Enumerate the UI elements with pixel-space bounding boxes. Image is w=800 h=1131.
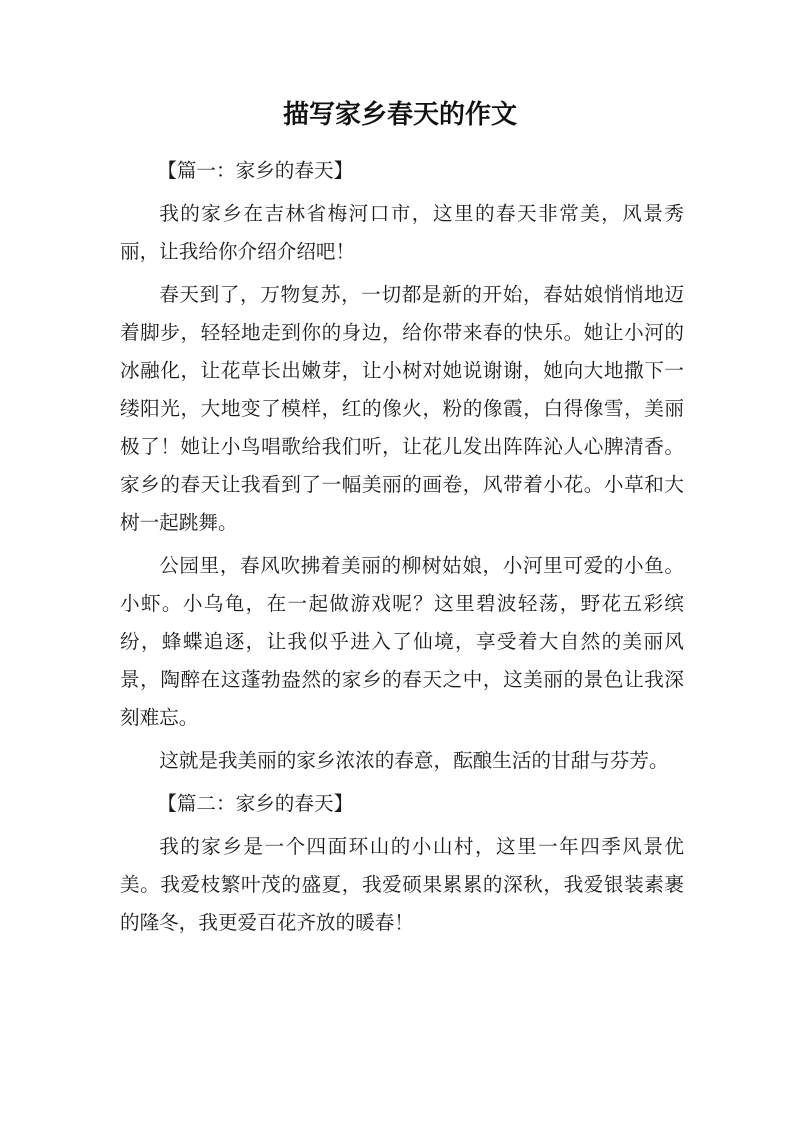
document-body [120, 152, 684, 947]
section-heading-2: 【篇二：家乡的春天】 [157, 792, 354, 815]
paragraph: 公园里，春风吹拂着美丽的柳树姑娘，小河里可爱的小鱼。小虾。小乌龟，在一起做游戏呢？这里碧波轻荡，野花五彩缤纷，蜂蝶追逐，让我似乎进入了仙境，享受着大自然的美丽风景，陶醉在这蓬勃盎然的家乡的春天之中，这美丽的景色让我深刻难忘。 [120, 554, 684, 729]
section-heading-1: 【篇一：家乡的春天】 [157, 159, 354, 182]
paragraph: 我的家乡是一个四面环山的小山村，这里一年四季风景优美。我爱枝繁叶茂的盛夏，我爱硕果累累的深秋，我爱银装素裹的隆冬，我更爱百花齐放的暖春！ [120, 835, 684, 934]
paragraph: 春天到了，万物复苏，一切都是新的开始，春姑娘悄悄地迈着脚步，轻轻地走到你的身边，给你带来春的快乐。她让小河的冰融化，让花草长出嫩芽，让小树对她说谢谢，她向大地撒下一缕阳光，大地变了模样，红的像火，粉的像霞，白得像雪，美丽极了！她让小鸟唱歌给我们听，让花儿发出阵阵沁人心脾清香。家乡的春天让我看到了一幅美丽的画卷，风带着小花。小草和大树一起跳舞。 [120, 283, 684, 534]
paragraph: 这就是我美丽的家乡浓浓的春意，酝酿生活的甘甜与芬芳。 [159, 749, 669, 772]
paragraph: 我的家乡在吉林省梅河口市，这里的春天非常美，风景秀丽，让我给你介绍介绍吧！ [120, 202, 684, 263]
document-title: 描写家乡春天的作文 [282, 100, 517, 130]
